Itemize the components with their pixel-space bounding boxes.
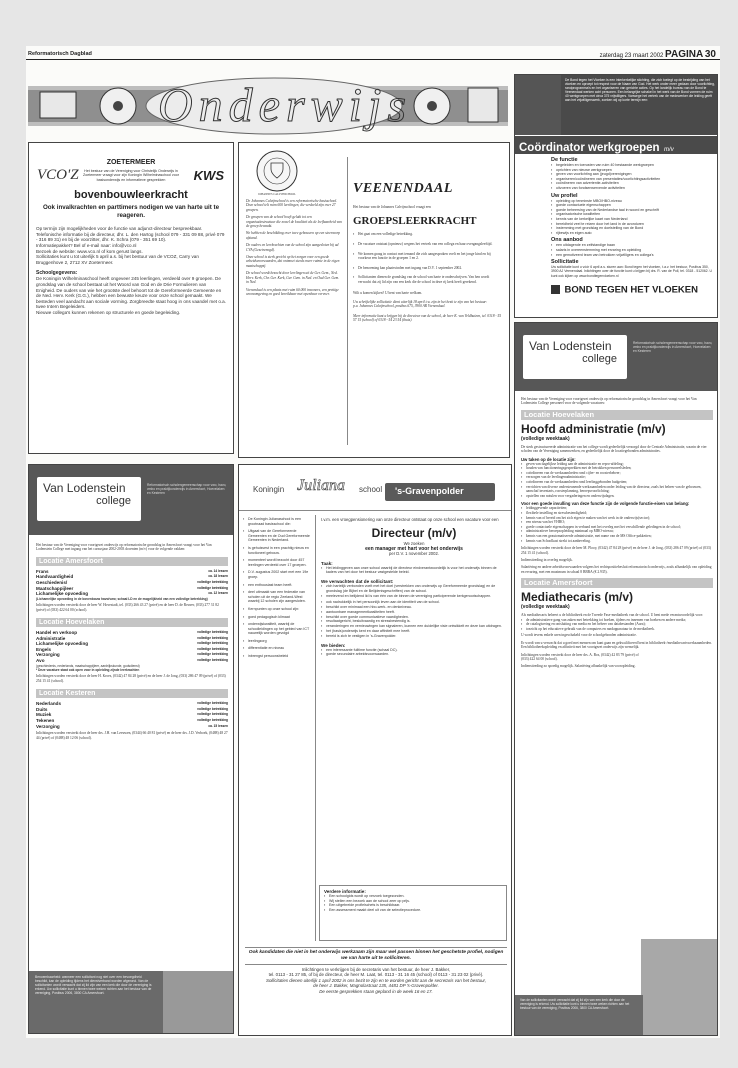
contact-info: Inlichtingen worden verstrekt door de heer H. Kroes, (0342) 47 84 28 (privé) en de heer J. de Jong, (033) 286 47 09 (privé) of (033) 254 15 41 (school).	[36, 674, 226, 683]
list-item: ▪ administratieve beroepsopleiding minimaal op MBO-niveau;	[521, 529, 713, 534]
list-item: ▪ een gemotiveerd team van betrokken vrijwilligers en collega's	[551, 253, 715, 258]
seal-text: JOHANNES CALVIJNSCHOOL	[258, 193, 296, 196]
brand-header	[239, 465, 512, 511]
list-item: ▪ geven van dagelijkse leiding aan de administratie en repro-afdeling;	[521, 462, 713, 467]
vacancy-rows	[36, 630, 228, 664]
list-item: ▪ Het gaat om een volledige betrekking.	[353, 232, 503, 237]
list-item: ▪ bereid is zich te vestigen in 's-Gravenpolder.	[321, 634, 507, 639]
job-title: Directeur (m/v)	[371, 526, 457, 540]
list-item: ▪ opleiding op tenminste MBO/HBO-niveau	[551, 199, 715, 204]
vacancy-rows	[36, 701, 228, 729]
list-item: ▪ geven van voorlichting aan (jeugd)verenigingen	[551, 172, 715, 177]
search-line: een manager met hart voor het onderwijs	[365, 546, 463, 553]
info-box	[319, 885, 507, 941]
requirements-list	[521, 506, 713, 543]
conditions: Salariëring en andere arbeidsvoorwaarden volgens het rechtspositiebesluit reformatorisch onderwijs, zoals afhankelijk van opleiding en ervaring, met een maximum in schaal 8 BBRA (€ 2.935).	[521, 565, 712, 574]
section-heading: Voor een goede invulling van deze functie zijn de volgende functie-eisen van belang:	[521, 501, 690, 507]
brand-name: BOND TEGEN HET VLOEKEN	[564, 283, 698, 295]
list-item: ▪ goed pedagogisch klimaat	[243, 615, 311, 620]
job-title: Hoofd administratie (m/v)	[521, 421, 666, 436]
list-item: ▪ instemming met grondslag en doelstelling van de Bond	[551, 226, 715, 231]
ad-intro: I.v.m. een vroegpensionering van onze directeur ontstaat op onze school een vacature voor een	[321, 517, 499, 522]
footnote: (Lichamelijke opvoeding in de bovenbouw havo/vwo; schaal LD en de mogelijkheid van een volledige betrekking)	[36, 596, 208, 601]
list-item: ▪ leerlingzorg	[243, 639, 311, 644]
list-item: ▪ coördineren van de werkzaamheden rond leerlinggebonden budgetten;	[521, 480, 713, 485]
table-row: Duits volledige betrekking	[36, 706, 228, 712]
logo-box	[523, 335, 627, 379]
list-item: ▪ D.V. augustus 2002 start met een 19e groep.	[243, 570, 311, 579]
footer-text: Benoembaarheid: wanneer een sollicitant nog niet over een bevoegdheid beschikt, kan de opleiding tijdens het dienstverband worden afgerond. Van de sollicitanten wordt verwacht dat zij lid zijn van een kerk die door de vereniging is erkend. Uw sollicitatie kunt u binnen twee weken richten aan het bestuur van de vereniging, Postbus 2006, 3800 CA Amersfoort.	[35, 975, 152, 996]
search-line: We zoeken	[403, 541, 425, 546]
footer-text: Van de sollicitanten wordt verwacht dat zij lid zijn van een kerk die door de vereniging is erkend. Uw sollicitatie kunt u binnen twee weken richten aan het bestuur van de vereniging, Postbus 2006, 3800 CA Amersfoort.	[520, 998, 630, 1010]
job-suffix: m/v	[664, 147, 674, 153]
list-item: ▪ resultaatgericht, besluitvaardig en stressbestendig is.	[321, 619, 507, 624]
brand-word: Koningin	[253, 485, 285, 494]
apply-text: Uw sollicitatie kunt u vóór 6 april a.s. sturen aan: Bond tegen het vloeken, t.a.v. het bestuur, Postbus 350, 3900 AJ Veenendaal. Inlichtingen over de functie kunt u krijgen bij drs. R. van de Poll, tel. 0318 - 512062. U kunt ook kijken op www.bondtegenvloeken.nl	[551, 265, 712, 278]
ad-body-3: Informatiepakket? Bel of e-mail naar: info@vco.nl	[36, 243, 137, 248]
apply-text: Uw schriftelijke sollicitatie dient uiterlijk 18 april t.w. zijn in het bezit te zijn van het bestuur:	[353, 299, 488, 304]
divider	[347, 157, 348, 445]
footer-line: De eerste gesprekken staan gepland in de week 16 en 17.	[319, 988, 433, 994]
place-name: VEENENDAAL	[353, 181, 453, 196]
table-row: Avo volledige betrekking	[36, 657, 228, 663]
ad-intro: Het bestuur van de Vereniging voor Christelijk Onderwijs in Zoetermeer vraagt voor zijn Koningin Wilhelminaschool voor basisonderwijs en informatieve gesprekken	[83, 169, 179, 182]
date-and-page: zaterdag 23 maart 2002 PAGINA 30	[599, 49, 716, 60]
location-bar: Locatie Hoevelaken	[36, 618, 228, 627]
job-subtitle: Ook invalkrachten en parttimers nodigen we van harte uit te reageren.	[42, 204, 220, 219]
section-heading: Uw profiel	[551, 192, 578, 199]
procedure-list	[324, 894, 502, 912]
contact-info: Inlichtingen worden verstrekt door de heer drs. J.H. van Leeuwen, (0344) 66 40 81 (privé) en de heer drs. J.D. Verhoek, (0488) 48 27 44 (privé) of (0488) 48 12 06 (school).	[36, 731, 228, 740]
requirements: Er wordt van u verwacht dat u goed met mensen om kunt gaan en gekwalificeerd bent in bibliotheek-/mediathecariswerkzaamheden. Een bibliotheekopleiding en affiniteit met het voortgezet onderwijs zijn wenselijk.	[521, 640, 712, 650]
section-heading: Sollicitatie	[551, 259, 579, 266]
school-name: Van Lodenstein	[43, 481, 126, 495]
veenendaal-main	[353, 181, 503, 323]
job-bar	[515, 136, 718, 154]
task-list	[521, 462, 713, 499]
contact-info: Inlichtingen worden verstrekt door de heer drs. A. Bos, (0342) 42 83 79 (privé) of (033) 422 64 00 (school).	[521, 652, 639, 661]
brand-header	[515, 323, 718, 391]
list-item: ▪ beschikt over minimaal een hbo-werk- en denkniveau.	[321, 605, 507, 610]
job-subtitle: (volledige weektaak)	[521, 435, 570, 442]
list-item: ▪ een enthousiast team heeft.	[243, 583, 311, 588]
list-item: ▪ uitvoeren van fondsenwervende activiteiten	[551, 186, 715, 191]
table-row: Muziek volledige betrekking	[36, 712, 228, 718]
brand-header	[29, 465, 234, 535]
list-item: ▪ goede beheersing van de Nederlandse taal in woord en geschrift	[551, 208, 715, 213]
list-item: ▪ opstellen van notulen voor vergaderingen en onderwijsdagen.	[521, 494, 713, 499]
list-item: ▪ houden van functioneringsgesprekken met de betrokken personeelsleden;	[521, 466, 713, 471]
logo-box	[37, 477, 141, 521]
intro-block	[561, 75, 718, 135]
function-list	[551, 163, 715, 191]
start-date: Indiensttreding zo spoedig mogelijk. Salariëring afhankelijk van vooropleiding.	[521, 664, 636, 669]
ad-body-4: Bezoek de website: www.vco.nl of kom gerust langs.	[36, 248, 143, 254]
kws-logo: KWS	[193, 168, 224, 183]
school-facts	[243, 517, 311, 659]
list-item: ▪ kennis van Schoolkast strekt tot aanbeveling.	[521, 539, 713, 544]
photo-block	[515, 75, 561, 135]
list-item: ▪ meelevend en belijdend lid is van één van de binnen de vereniging participerende kerkgenootschappen.	[321, 594, 507, 599]
list-item: ▪ kennis van of bereid om het zich eigen te maken van het werk in de onderwijs(sector);	[521, 516, 713, 521]
table-row: Maatschappijleer volledige betrekking	[36, 585, 228, 591]
sidebar-para: We hebben de beschikking over twee gebouwen op een steenworp afstand.	[246, 231, 340, 240]
section-heading: We verwachten dat de sollicitant:	[321, 579, 394, 584]
list-item: ▪ toezicht op het educatieve gebruik van de computers en randapparatuur in de mediatheek.	[521, 627, 713, 632]
paper-name: Reformatorisch Dagblad	[28, 51, 92, 57]
table-row: Geschiedenis/ volledige betrekking	[36, 580, 228, 585]
table-row: Handvaardigheid ca. 18 lessen	[36, 574, 228, 580]
task-list	[521, 618, 713, 632]
newspaper-page	[26, 46, 720, 1038]
list-item: ▪ een interessante fulltime functie (schaal DC).	[321, 648, 507, 653]
list-item: ▪ De Koningin Julianaschool is een grootnaad basisschool die:	[243, 517, 311, 526]
footer-block	[515, 995, 643, 1035]
list-item: ▪ coördineren van de werkzaamheden rond cijfer- en roosterbeheer;	[521, 471, 713, 476]
table-row: Engels volledige betrekking	[36, 646, 228, 652]
list-item: ▪ goede secundaire arbeidsvoorwaarden.	[321, 652, 507, 657]
ad-zoetermeer	[28, 142, 234, 454]
list-item: ▪ zich hartelijk verbonden voelt met het doel (verstrekken van onderwijs op Gereformeerde grondslag) en de grondslag (de Bijbel en de Belijdenisgeschriften) van de school.	[321, 584, 507, 593]
list-item: ▪ organiseren/coördineren van presentaties/voorlichtingsactiviteiten	[551, 177, 715, 182]
footer-line: de heer J. Bakker, Magnolastraat 135, 4481 DP 's-Gravenpolder.	[313, 983, 439, 989]
application-footer	[245, 967, 507, 994]
list-item: ▪ de catalogisering en ontsluiting van media en het beheer van databestanden (Aura);	[521, 622, 713, 627]
ad-veenendaal	[238, 142, 510, 458]
ad-intro: Het bestuur van de Johannes Calvijnschool vraagt een	[353, 205, 431, 209]
list-item: ▪ ook nadrukkelijk in het persoonlijk leven aan de identiteit van de school.	[321, 600, 507, 605]
ad-body-2: Telefonische informatie bij de directeur, dhr. L. den Hartog (school 079 - 331 09 88, privé 079 - 316 89 31) en bij de voorzitter, dhr. K. Schra (079 - 351 69 10).	[36, 231, 225, 243]
list-item: ▪ beschikt over goede communicatieve vaardigheden.	[321, 615, 507, 620]
table-row: Tekenen volledige betrekking	[36, 717, 228, 723]
list-item: ▪ goede contactuele eigenschappen	[551, 203, 715, 208]
table-row: Verzorging ca. 15 lessen	[36, 723, 228, 729]
contact-info: Meer informatie kunt u krijgen bij de directeur van de school, de heer K. van Veldhuizen, tel. 0318 - 55 57 15 (school) of 0318 - 54 23 54 (thuis).	[353, 313, 502, 323]
requirements-list	[321, 584, 507, 639]
location-bar: Locatie Hoevelaken	[521, 410, 713, 420]
ad-van-lodenstein-docenten	[28, 464, 234, 1034]
closing-line: Nieuwe collega's kunnen rekenen op structurele en goede begeleiding.	[36, 309, 181, 315]
list-item: ▪ begeleiden en toerusten van ruim 40 bestaande werkgroepen	[551, 163, 715, 168]
job-subtitle: (volledige weektaak)	[521, 604, 570, 611]
vcoz-logo: VCO'Z	[37, 167, 79, 183]
sidebar-para: Onze school is sterk gericht op het zorgen voor een goede arbeidsvoorwaarden, dat ontmoet steeds meer ruimte in de eigen maatschappij.	[246, 255, 340, 268]
list-item: ▪ leidinggevende capaciteiten;	[521, 506, 713, 511]
brand-script: Juliana	[297, 477, 345, 494]
table-row: Administratie volledige betrekking	[36, 635, 228, 641]
photo	[641, 939, 717, 1035]
place-name: ZOETERMEER	[106, 159, 156, 166]
ad-body-5: Sollicitaties kunt u tot uiterlijk 5 april a.s. bij het bestuur van de VCOZ, Carry van Bruggenhove 2, 2712 XV Zoetermeer.	[36, 254, 199, 265]
school-name-2: college	[582, 353, 617, 365]
school-tagline: Reformatorisch scholengemeenschap voor vwo, havo, vmbo en praktijkonderwijs in Amersfoort, Hoevelaken en Kesteren	[633, 341, 713, 353]
table-row: Handel en verkoop volledige betrekking	[36, 630, 228, 635]
sidebar-para: De ouders en leerkrachten van de school zijn aangesloten bij ad CVA (Gezetrenogd).	[246, 243, 339, 252]
place-name: 's-Gravenpolder	[395, 486, 464, 496]
list-item: ▪ organisatorische kwaliteiten	[551, 212, 715, 217]
list-item: ▪ Een schoolgids wordt op verzoek toegezonden.	[324, 894, 502, 899]
list-item: ▪ goede contactuele eigenschappen in verband met het overleg met het verschillende geledingen in de school;	[521, 525, 713, 530]
job-description: De sterk gestructureerde administratie van het college wordt gedeeltelijk verzorgd door de Centrale Administratie, waarin de vier scholen van de Vereniging samenwerken, en gedeeltelijk door de locatiegebonden administraties.	[521, 444, 707, 454]
banner-title: Onderwijs	[158, 79, 413, 132]
list-item: ▪ kennis van de kerkelijke kaart van Nederland	[551, 217, 715, 222]
vacancy-rows	[36, 569, 228, 597]
list-item: ▪ De vacature ontstaat (opnieuw) wegens het vertrek van een collega en haar overgangsleeftijd.	[353, 242, 503, 247]
list-item: ▪ Wij stellen een bezoek aan de school zeer op prijs.	[324, 899, 502, 904]
school-name-2: college	[96, 495, 131, 507]
footer-block	[29, 971, 234, 1033]
sidebar-para: De Johannes Calvijnschool is een reformatorische basisschool. Deze school telt ruim 600 leerlingen, die verdeeld zijn over 27 groepen.	[246, 199, 338, 212]
list-item: ▪ kennis van een geautomatiseerde administratie, met name van de MS Office-pakketten;	[521, 534, 713, 539]
list-item: ▪ Uitgaat van de Gereformeerde Gemeenten en de Oud Gereformeerde Gemeenten in Nederland.	[243, 529, 311, 543]
ad-van-lodenstein-staff	[514, 322, 718, 1036]
job-title: Mediathecaris (m/v)	[521, 590, 634, 605]
cross-icon	[551, 285, 560, 294]
job-title: GROEPSLEERKRACHT	[353, 215, 477, 228]
table-row: Lichamelijke opvoeding volledige betrekking	[36, 641, 228, 647]
list-item: ▪ de administratieve gang van zaken met betrekking tot boeken, tijdens en innemen van boeken en andere media;	[521, 618, 713, 623]
list-item: ▪ flexibele instelling en stressbestendigheid;	[521, 511, 713, 516]
photo	[163, 971, 234, 1033]
sidebar-para: De groepen van de school hoeft gelukt tot een organisatiestructuur die zowel de kwaliteit als de leefbaarheid van de groep bewaakt.	[246, 215, 342, 229]
list-item: ▪ Is gehuisvest in een prachtig nieuw en functioneel gebouw.	[243, 546, 311, 555]
list-item: ▪ We komen graag in contact met iemand die zich aangesproken voelt en het jonge kind en bij voorkeur een functie in de groepen 1 en 2.	[353, 252, 503, 261]
ad-bond-tegen-vloeken	[514, 74, 718, 318]
footer-line: Inlichtingen te verkrijgen bij de secretaris van het bestuur, de heer J. Bakker,	[301, 967, 451, 972]
ad-koningin-julianaschool	[238, 464, 512, 1036]
table-row: Frans ca. 14 lessen	[36, 568, 228, 574]
subject-note: (geschiedenis, nederlands, maatschappijleer, aardrijkskunde, godsdienst)	[36, 663, 140, 668]
list-item: ▪ Een assessment maakt deel uit van de selectieprocedure.	[324, 908, 502, 913]
vacancy-content	[36, 543, 228, 740]
footnote: * Deze vacature staat ook open voor in opleiding zijnde leerkrachten	[36, 667, 140, 672]
location-bar: Locatie Kesteren	[36, 689, 228, 698]
section-heading: De functie	[551, 157, 578, 163]
list-item: ▪ Een uitgebreide profielschets is beschikbaar.	[324, 903, 502, 908]
list-item: ▪ aantoonbare managementkwaliteiten heeft.	[321, 610, 507, 615]
vacancy-content	[521, 397, 713, 669]
location-bar: Locatie Amersfoort	[36, 557, 228, 566]
encouragement-note: Ook kandidaten die niet in het onderwijs werkzaam zijn maar wel passen binnen het geschetste profiel, nodigen we van harte uit te solliciteren.	[245, 947, 507, 965]
table-row: Nederlands volledige betrekking	[36, 701, 228, 707]
school-name: Van Lodenstein	[529, 339, 612, 353]
vacancy-main	[321, 517, 507, 657]
contact-info: Inlichtingen worden verstrekt door de heer M. Plooy, (0342) 47 84 28 (privé) en de heer J. de Jong, (033) 286 47 09 (privé) of (033) 254 15 41 (school).	[521, 546, 711, 555]
ad-intro: Het bestuur van de Vereniging voor voortgezet onderwijs op reformatorische grondslag in Amersfoort vraagt voor het Van Lodenstein College met ingang van het cursusjaar 2002-2003 docenten (m/v) voor de volgende vakken:	[36, 543, 212, 552]
footer-line: Sollicitaties dienen uiterlijk 1 april 2002 in ons bezit te zijn en te worden gericht aan de secretaris van het bestuur,	[266, 977, 486, 983]
section-heading: Taak:	[321, 560, 333, 566]
contact-info: Inlichtingen worden verstrekt door de heer W. Hovestadt, tel. (033) 266 43 27 (privé) en de heer D. de Reuver, (033) 277 31 82 (privé) of (033) 422 64 00 (school).	[36, 603, 219, 612]
start-date: Indiensttreding in overleg mogelijk.	[521, 557, 573, 562]
section-heading: Ons aanbod	[551, 237, 583, 244]
section-heading: Verdere informatie:	[324, 889, 366, 894]
address: p.a. Johannes Calvijnschool, postbus 675, 3900 AR Veenendaal.	[353, 304, 446, 309]
offer-list	[551, 243, 715, 257]
sidebar-para: De school wordt bezocht door leerlingen uit de Ger. Gem., Ned. Herv. Kerk, Chr. Ger. Kerk, Ger. Gem. in Ned. en Oud Ger. Gem. in Ned.	[246, 271, 340, 285]
list-item: ▪ een uitdagende en zelfstandige baan	[551, 243, 715, 248]
search-line: per D.V. 1 november 2002.	[389, 551, 439, 557]
school-info: De Koningin Wilhelminaschool heeft ongeveer 245 leerlingen, verdeeld over 9 groepen. De grondslag van de school bestaat uit het Woord van God en de Drie Formulieren van Enigheid. De ouders van wie het grootste deel behoort tot de Gereformeerde Gemeente en de Ned. Herv. Kerk (G.G.), hebben een bewuste keuze voor onze school gemaakt. We besteden veel aandacht aan sociale vorming. Zorgbreedte staat hoog in ons vaandel met o.a. twee Intern Begeleiders.	[36, 276, 226, 310]
veenendaal-sidebar	[246, 199, 342, 296]
list-item: ▪ coördineren van advertentie-activiteiten	[551, 181, 715, 186]
sidebar-para: Veenendaal is een plaats met ruim 60.000 inwoners, een prettige woonomgeving en goed bereikbaar met openbaar vervoer.	[246, 287, 339, 296]
list-item: ▪ inbrengst persoonsbeleid	[243, 654, 311, 659]
extra-duties: U wordt tevens enkele uren ingeschakeld voor de schoolgebonden administratie.	[521, 633, 637, 638]
list-item: ▪ veranderingen en vernieuwingen kan signaleren, kunnen een duidelijke visie ontwikkelt en deze kan uitdragen.	[321, 624, 507, 629]
job-description: Als mediathecaris beheert u de bibliotheek en de Tweede Fase-mediatheek van de school. U bent mede verantwoordelijk voor:	[521, 613, 703, 618]
list-item: ▪ verzorgen van de leerlingenadministratie;	[521, 475, 713, 480]
list-item: ▪ Sollicitanten dienen de grondslag van de school van harte te onderschrijven. Van hen wordt verwacht dat zij lid zijn van een kerk die de school in deze rij kerk heeft gerekend.	[353, 275, 503, 284]
list-item: ▪ Kernpunten op onze school zijn:	[243, 607, 311, 612]
offer-list	[321, 648, 507, 657]
section-heading: Schoolgegevens:	[36, 270, 78, 277]
school-tagline: Reformatorisch scholengemeenschap voor vwo, havo, vmbo en praktijkonderwijs in Amersfoort, Hoevelaken en Kesteren	[147, 483, 227, 495]
section-banner	[28, 74, 508, 138]
bond-details	[551, 157, 715, 299]
conditions-list	[353, 232, 503, 284]
organisation-brand	[551, 281, 715, 299]
job-title: Coördinator werkgroepen	[519, 142, 660, 154]
list-item: ▪ verrichten van diverse ondersteunende werkzaamheden onder leiding van de directeur, zoals het beheer van de gebouwen, aanschaf inventaris, roosterplanning, beroepsvoorlichting;	[521, 485, 713, 494]
masthead	[26, 46, 720, 60]
list-item: ▪ Het leidinggeven aan onze school waarbij de directeur eindverantwoordelijk is voor het onderwijs binnen de kaders van het door het bestuur vastgestelde beleid.	[321, 566, 507, 575]
list-item: ▪ De benoeming kan plaatsvinden met ingang van D.V. 1 september 2002.	[353, 266, 503, 271]
location-bar: Locatie Amersfoort	[521, 578, 713, 588]
list-item: ▪ salaris in overeenstemming met ervaring en opleiding	[551, 248, 715, 253]
list-item: ▪ rijbewijs en eigen auto	[551, 231, 715, 236]
school-seal-icon	[255, 149, 299, 193]
table-row: Lichamelijke opvoeding ca. 12 lessen	[36, 591, 228, 597]
list-item: ▪ oprichten van nieuwe werkgroepen	[551, 168, 715, 173]
task-list	[321, 566, 507, 575]
section-heading: We bieden:	[321, 642, 346, 648]
profile-list	[551, 199, 715, 236]
list-item: ▪ het (basis)onderwijs kent en daar affiniteit mee heeft.	[321, 629, 507, 634]
ad-intro: De Bond tegen het Vloeken is een interkerkelijke stichting, die zich toelegt op de bestrijding van het vloeken en oproept tot respect voor de Naam van God. Het werk onder meer gedaan door voorlichting, randprogramma's en het organiseren van gerichte acties. Op het landelijk bureau van de Bond te Veenendaal werken acht personen. Een belangrijke schakel in het werk van de Bond vormen de ruim 40 werkgroepen met circa 375 vrijwilligers. Vanwege het vertrek van de medewerker die leiding geeft aan het vrijwilligerswerk, zoeken wij op korte termijn een:	[565, 78, 715, 102]
list-item: ▪ onderwijskwaliteit, waarbij de schoolleidingen op het gebied van ICT nauwelijk worden gevolgd	[243, 622, 311, 636]
table-row: Verzorging volledige betrekking	[36, 652, 228, 658]
list-item: ▪ een niveau van het VHBO;	[521, 520, 713, 525]
list-item: ▪ differentiatie en niveau	[243, 646, 311, 651]
visit-line: Wilt u komen kijken? U bent van harte welkom.	[353, 290, 423, 295]
divider	[315, 515, 316, 941]
ad-intro: Het bestuur van de Vereniging voor voortgezet onderwijs op reformatorische grondslag in Amersfoort vraagt voor het Van Lodenstein College personeel voor de volgende vacatures:	[521, 397, 697, 406]
school-sidebar	[243, 517, 311, 659]
list-item: ▪ bereidheid veel te reizen door het land in de avonduren	[551, 222, 715, 227]
list-item: ▪ deel uitmaakt van een federatie van scholen uit de regio Zeeland-West waarbij 12 scholen zijn aangesloten.	[243, 590, 311, 604]
brand-word: school	[359, 485, 383, 494]
list-item: ▪ momenteel wordt bezocht door 457 leerlingen verdeeld over 17 groepen.	[243, 558, 311, 567]
footer-line: tel. 0113 - 31 27 85, of bij de directeur, de heer M. Laat, tel. 0113 - 31 16 45 (school) of 0113 - 31 23 02 (privé).	[268, 972, 484, 978]
ad-body-1: Op termijn zijn mogelijkheden voor de functie van adjunct-directeur bespreekbaar.	[36, 226, 203, 232]
section-heading: Uw taken op de locatie zijn:	[521, 456, 576, 462]
job-title: bovenbouwleerkracht	[74, 189, 188, 202]
